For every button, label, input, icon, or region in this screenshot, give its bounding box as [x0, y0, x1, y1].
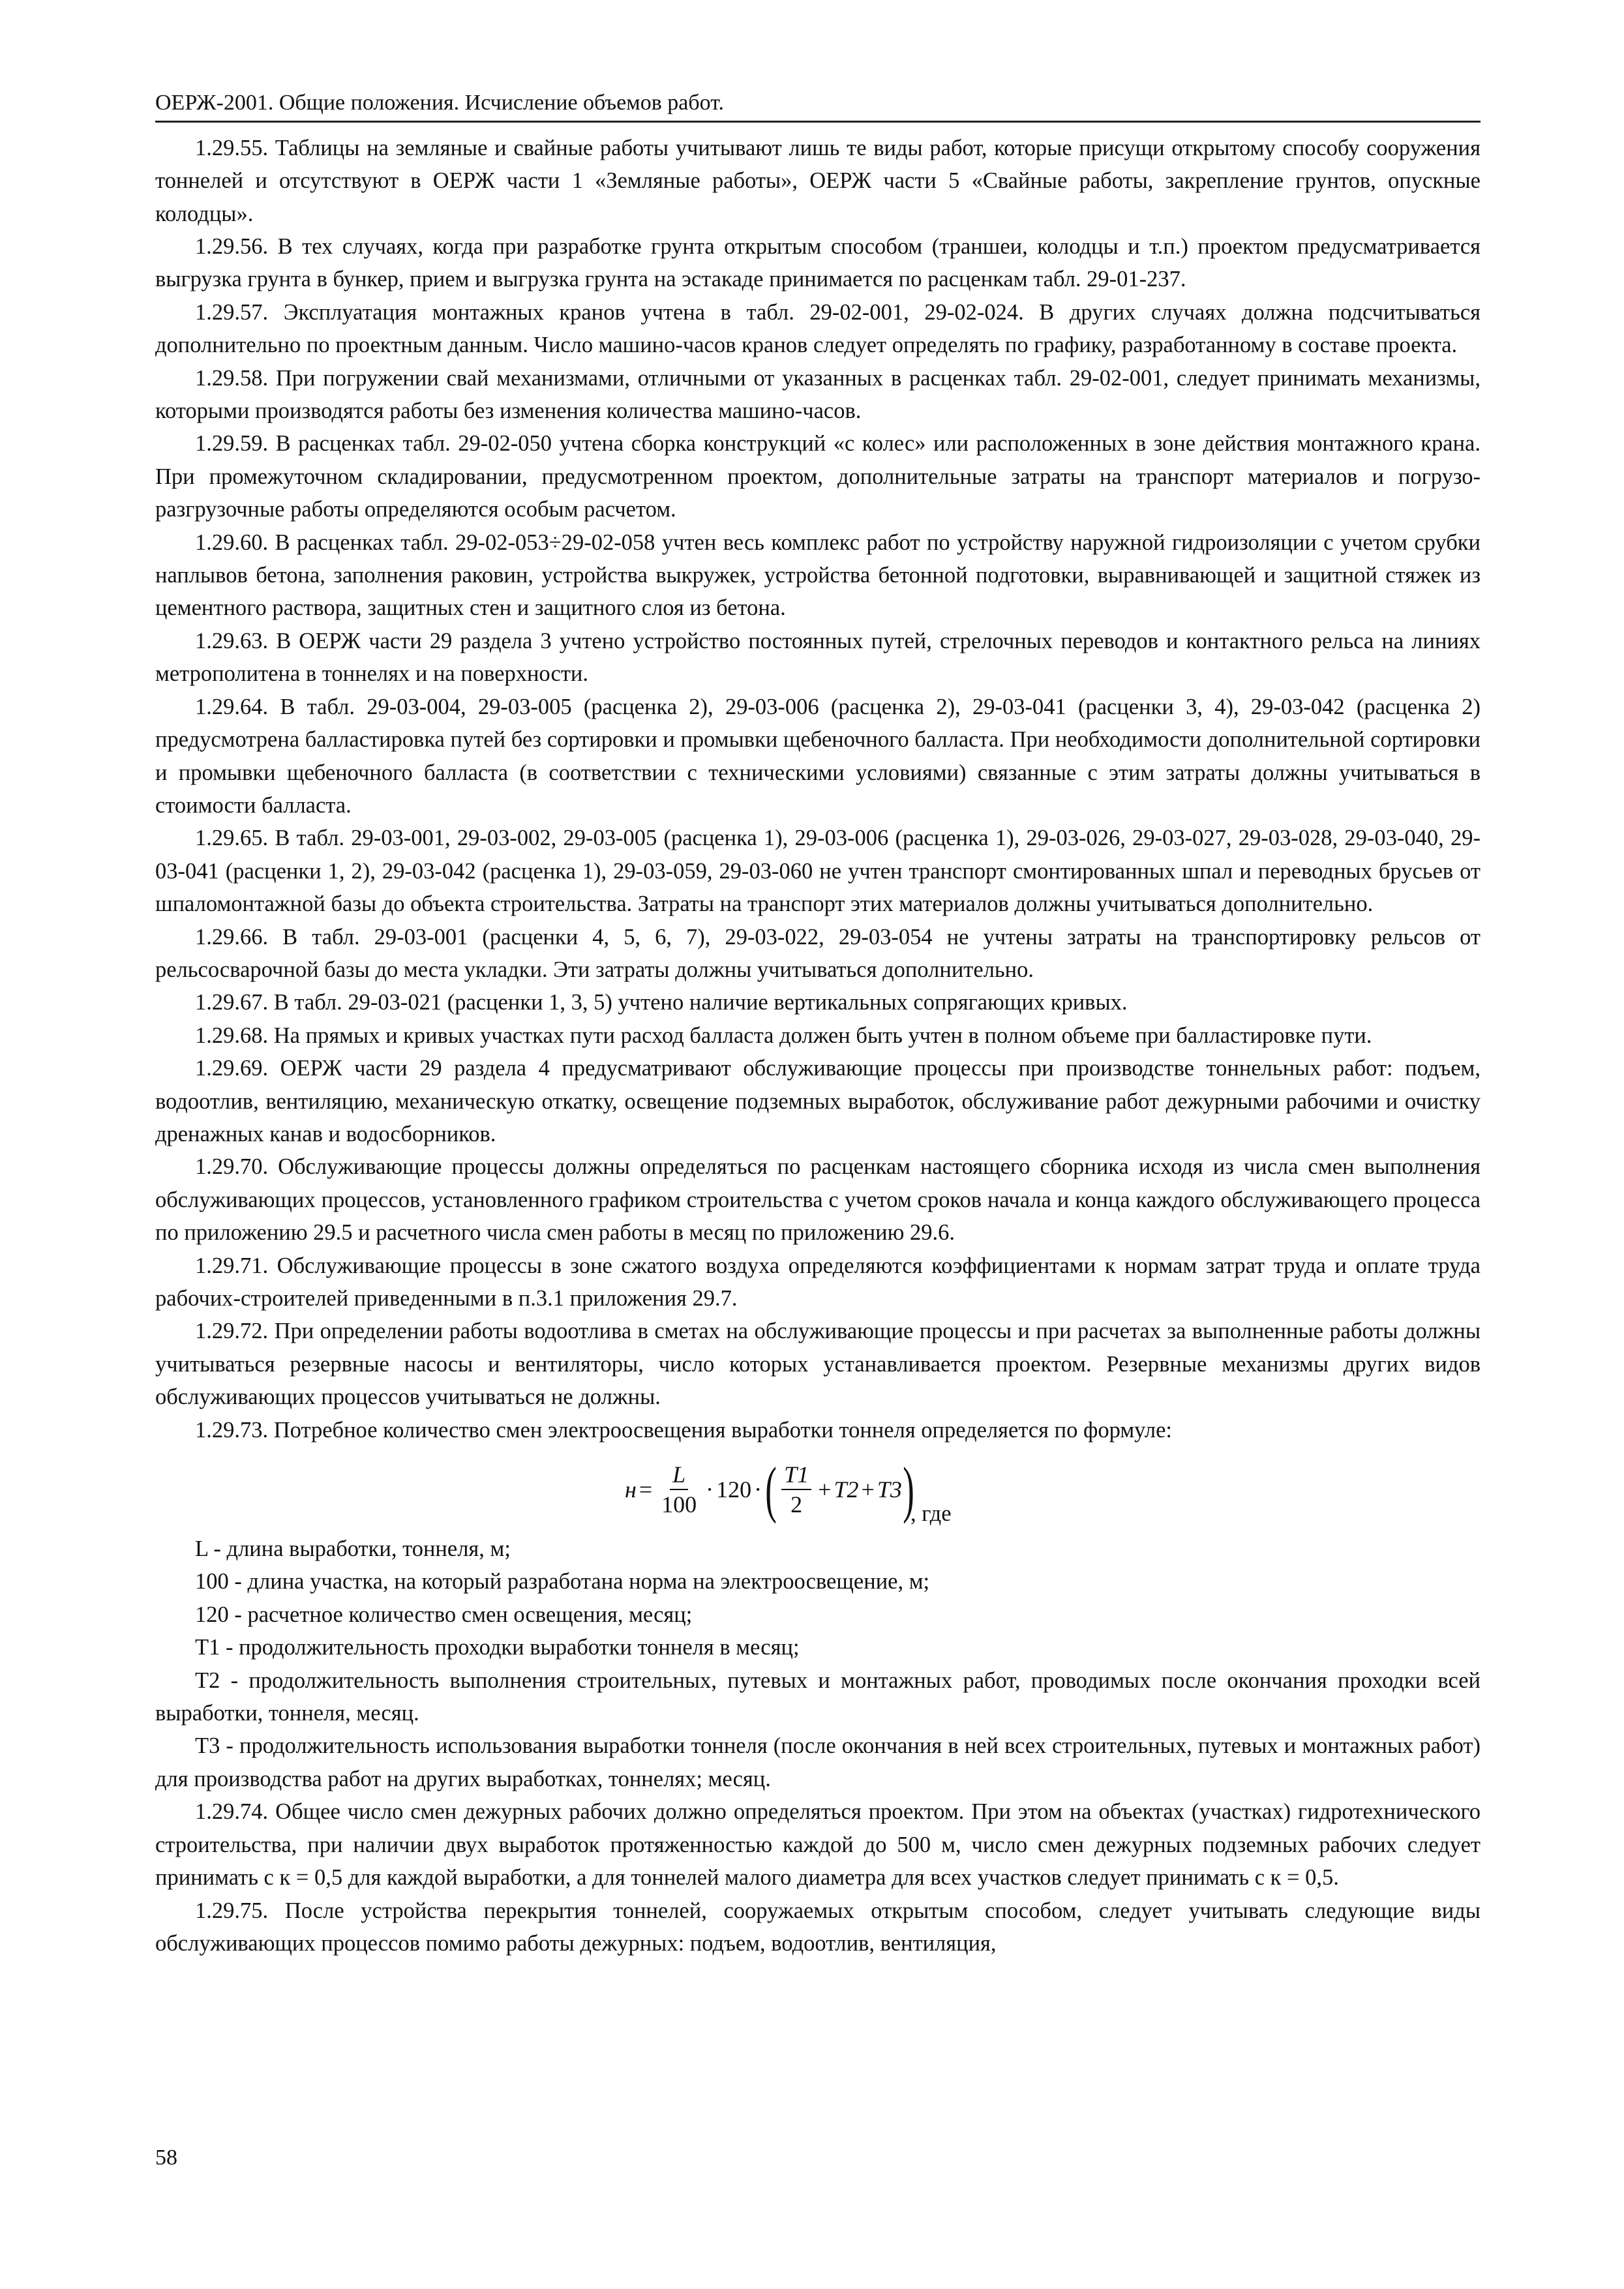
formula-right-paren: ) — [903, 1454, 914, 1525]
formula-fraction-t1 — [781, 1460, 811, 1519]
paragraph: 1.29.65. В табл. 29-03-001, 29-03-002, 29-03-005 (расценка 1), 29-03-006 (расценка 1), 29-03-026, 29-03-027, 29-03-028, 29-03-040, 29-03-041 (расценки 1, 2), 29-03-042 (расценка 1), 29-03-059, 29-03-060 не учтен транспорт смонтированных шпал и переводных брусьев от шпаломонтажной базы до объекта строительства. Затраты на транспорт этих материалов должны учитываться дополнительно. — [155, 826, 1481, 917]
paragraph: 1.29.72. При определении работы водоотлива в сметах на обслуживающие процессы и при расчетах за выполненные работы должны учитываться резервные насосы и вентиляторы, число которых устанавливается проектом. Резервные механизмы других видов обслуживающих процессов учитываться не должны. — [155, 1319, 1481, 1410]
paragraph: 1.29.60. В расценках табл. 29-02-053÷29-02-058 учтен весь комплекс работ по устройству наружной гидроизоляции с учетом срубки наплывов бетона, заполнения раковин, устройства выкружек, устройства бетонной подготовки, выравнивающей и защитной стяжек из цементного раствора, защитных стен и защитного слоя из бетона. — [155, 530, 1481, 621]
formula-equals: = — [639, 1476, 653, 1503]
paragraph: 1.29.69. ОЕРЖ части 29 раздела 4 предусматривают обслуживающие процессы при производстве тоннельных работ: подъем, водоотлив, вентиляцию, механическую откатку, освещение подземных выработок, обслуживание работ дежурными рабочими и очистку дренажных канав и водосборников. — [155, 1056, 1481, 1146]
document-page — [155, 90, 1481, 1960]
paragraph: 1.29.57. Эксплуатация монтажных кранов учтена в табл. 29-02-001, 29-02-024. В других случаях должна подсчитываться дополнительно по проектным данным. Число машино-часов кранов следует определять по графику, разработанному в составе проекта. — [155, 299, 1481, 358]
document-body — [155, 132, 1481, 1960]
paragraph: 1.29.58. При погружении свай механизмами, отличными от указанных в расценках табл. 29-02-001, следует принимать механизмы, которыми производятся работы без изменения количества машино-часов. — [155, 365, 1481, 424]
definition-item: Т2 - продолжительность выполнения строительных, путевых и монтажных работ, проводимых после окончания проходки всей выработки, тоннеля, месяц. — [155, 1668, 1481, 1726]
paragraph: 1.29.63. В ОЕРЖ части 29 раздела 3 учтено устройство постоянных путей, стрелочных переводов и контактного рельса на линиях метрополитена в тоннелях и на поверхности. — [155, 628, 1481, 687]
paragraph: 1.29.59. В расценках табл. 29-02-050 учтена сборка конструкций «с колес» или расположенных в зоне действия монтажного крана. При промежуточном складировании, предусмотренном проектом, дополнительные затраты на транспорт материалов и погрузо-разгрузочные работы определяются особым расчетом. — [155, 431, 1481, 522]
formula-left-paren: ( — [765, 1454, 777, 1525]
running-header: ОЕРЖ-2001. Общие положения. Исчисление объемов работ. — [155, 90, 1481, 123]
definition-item: Т1 - продолжительность проходки выработки тоннеля в месяц; — [195, 1635, 800, 1660]
definition-item: L - длина выработки, тоннеля, м; — [195, 1536, 511, 1562]
paragraph: 1.29.70. Обслуживающие процессы должны определяться по расценкам настоящего сборника исходя из числа смен выполнения обслуживающих процессов, установленного графиком строительства с учетом сроков начала и конца каждого обслуживающего процесса по приложению 29.5 и расчетного числа смен работы в месяц по приложению 29.6. — [155, 1154, 1481, 1246]
formula-dot: · — [706, 1476, 714, 1503]
formula-denominator: 2 — [790, 1491, 803, 1518]
formula-lhs: н — [625, 1476, 637, 1503]
definition-item: 100 - длина участка, на который разработана норма на электроосвещение, м; — [195, 1569, 930, 1594]
paragraph: 1.29.73. Потребное количество смен электроосвещения выработки тоннеля определяется по формуле: — [195, 1417, 1173, 1443]
paragraph: 1.29.74. Общее число смен дежурных рабочих должно определяться проектом. При этом на объектах (участках) гидротехнического строительства, при наличии двух выработок протяженностью каждой до 500 м, число смен дежурных подземных рабочих следует принимать с к = 0,5 для каждой выработки, а для тоннелей малого диаметра для всех участков следует принимать с к = 0,5. — [155, 1799, 1481, 1891]
lighting-shifts-formula — [625, 1446, 915, 1533]
formula-plus: + — [818, 1476, 832, 1503]
formula-numerator: L — [670, 1460, 688, 1490]
formula-term-t3: T3 — [877, 1476, 902, 1503]
definition-item: 120 - расчетное количество смен освещения, месяц; — [195, 1602, 693, 1627]
formula-dot: · — [754, 1476, 762, 1503]
formula-fraction-length — [659, 1460, 699, 1519]
paragraph: 1.29.55. Таблицы на земляные и свайные работы учитывают лишь те виды работ, которые присущи открытому способу сооружения тоннелей и отсутствуют в ОЕРЖ части 1 «Земляные работы», ОЕРЖ части 5 «Свайные работы, закрепление грунтов, опускные колодцы». — [155, 135, 1481, 226]
formula-block — [155, 1446, 1481, 1533]
formula-coefficient: 120 — [716, 1476, 752, 1503]
formula-denominator: 100 — [661, 1491, 697, 1518]
paragraph: 1.29.67. В табл. 29-03-021 (расценки 1, 3, 5) учтено наличие вертикальных сопрягающих кривых. — [195, 990, 1128, 1015]
paragraph: 1.29.66. В табл. 29-03-001 (расценки 4, 5, 6, 7), 29-03-022, 29-03-054 не учтены затраты на транспортировку рельсов от рельсосварочной базы до места укладки. Эти затраты должны учитываться дополнительно. — [155, 924, 1481, 982]
paragraph: 1.29.64. В табл. 29-03-004, 29-03-005 (расценка 2), 29-03-006 (расценка 2), 29-03-041 (расценки 3, 4), 29-03-042 (расценка 2) предусмотрена балластировка путей без сортировки и промывки щебеночного балласта. При необходимости дополнительной сортировки и промывки щебеночного балласта (в соответствии с техническими условиями) связанные с этим затраты должны учитываться в стоимости балласта. — [155, 694, 1481, 818]
formula-numerator: T1 — [781, 1460, 811, 1490]
paragraph: 1.29.75. После устройства перекрытия тоннелей, сооружаемых открытым способом, следует учитывать следующие виды обслуживающих процессов помимо работы дежурных: подъем, водоотлив, вентиляция, — [155, 1898, 1481, 1956]
page-number: 58 — [155, 2146, 177, 2170]
paragraph: 1.29.56. В тех случаях, когда при разработке грунта открытым способом (траншеи, колодцы и т.п.) проектом предусматривается выгрузка грунта в бункер, прием и выгрузка грунта на эстакаде принимается по расценкам табл. 29-01-237. — [155, 234, 1481, 292]
definition-item: Т3 - продолжительность использования выработки тоннеля (после окончания в ней всех строительных, путевых и монтажных работ) для производства работ на других выработках, тоннелях; месяц. — [155, 1733, 1481, 1791]
paragraph: 1.29.71. Обслуживающие процессы в зоне сжатого воздуха определяются коэффициентами к нормам затрат труда и оплате труда рабочих-строителей приведенными в п.3.1 приложения 29.7. — [155, 1253, 1481, 1311]
formula-plus: + — [861, 1476, 875, 1503]
formula-where-label: , где — [910, 1501, 952, 1527]
formula-term-t2: T2 — [834, 1476, 859, 1503]
paragraph: 1.29.68. На прямых и кривых участках пути расход балласта должен быть учтен в полном объеме при балластировке пути. — [195, 1023, 1372, 1048]
